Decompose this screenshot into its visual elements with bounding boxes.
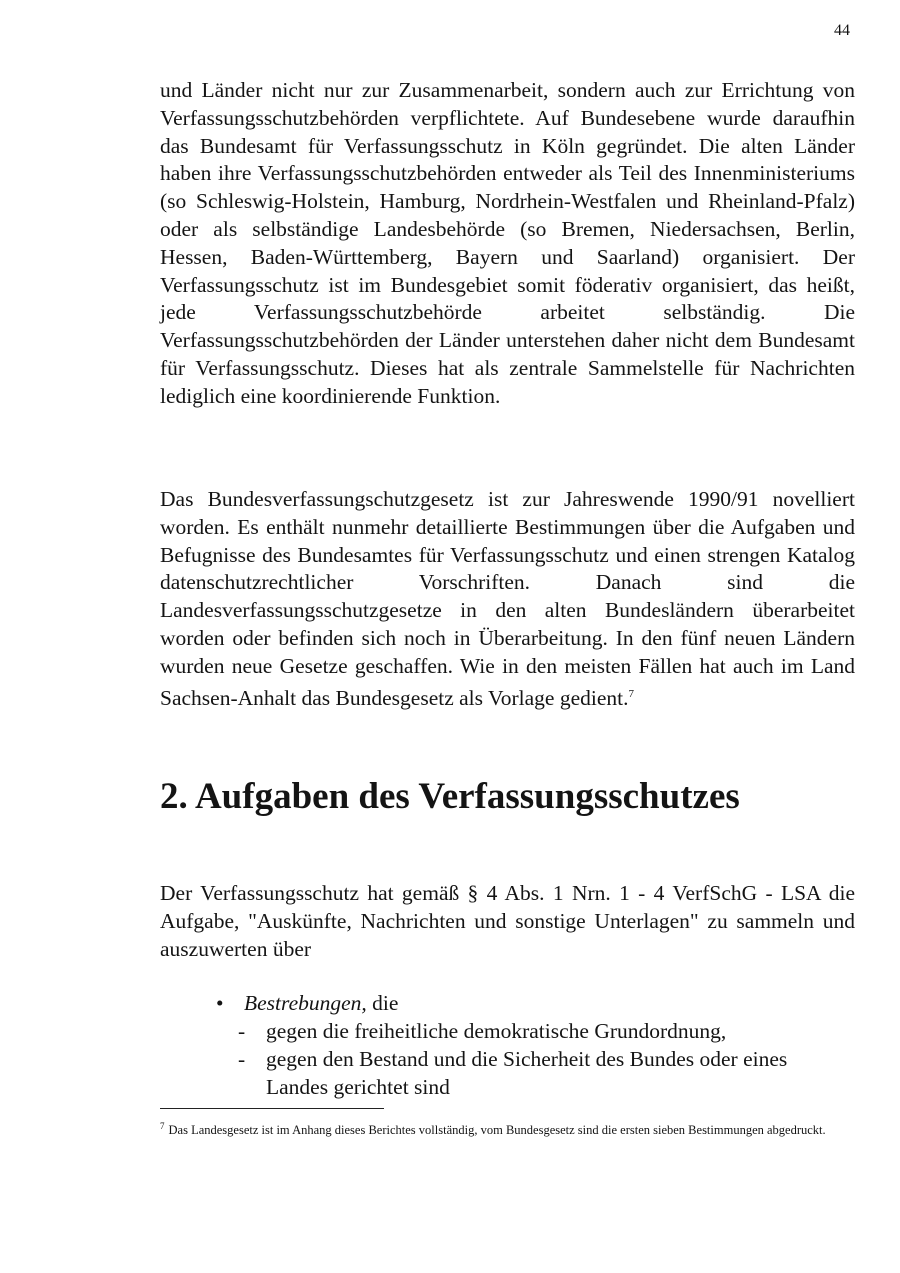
list-item-bestrebungen [216,989,836,1017]
footnote-text: Das Landesgesetz ist im Anhang dieses Berichtes vollständig, vom Bundesgesetz sind die ersten sieben Bestimmungen abgedruckt. [168,1123,826,1138]
paragraph-law-amendment [160,486,855,713]
footnote-divider [160,1108,384,1109]
paragraph-law-amendment-text: Das Bundesverfassungschutzgesetz ist zur Jahreswende 1990/91 novelliert worden. Es enthält nunmehr detaillierte Bestimmungen über die Aufgaben und Befugnisse des Bundesamtes für Verfassungsschutz und einen strengen Katalog datenschutzrechtlicher Vorschriften. Danach sind die Landesverfassungsschutzgesetze in den alten Bundesländern überarbeitet worden oder befinden sich noch in Überarbeitung. In den fünf neuen Ländern wurden neue Gesetze geschaffen. Wie in den meisten Fällen hat auch im Land Sachsen-Anhalt das Bundesgesetz als Vorlage gedient. [160,487,855,710]
list-term-rest: die [366,991,399,1015]
footnote-mark: 7 [160,1121,165,1131]
list-subitem [216,1045,836,1101]
paragraph-federal-structure: und Länder nicht nur zur Zusammenarbeit, sondern auch zur Errichtung von Verfassungsschutzbehörden verpflichtete. Auf Bundesebene wurde daraufhin das Bundesamt für Verfassungsschutz in Köln gegründet. Die alten Länder haben ihre Verfassungsschutzbehörden entweder als Teil des Innenministeriums (so Schleswig-Holstein, Hamburg, Nordrhein-Westfalen und Rheinland-Pfalz) oder als selbständige Landesbehörde (so Bremen, Niedersachsen, Berlin, Hessen, Baden-Württemberg, Bayern und Saarland) organisiert. Der Verfassungsschutz ist im Bundesgebiet somit föderativ organisiert, das heißt, jede Verfassungsschutzbehörde arbeitet selbständig. Die Verfassungsschutzbehörden der Länder unterstehen daher nicht dem Bundesamt für Verfassungsschutz. Dieses hat als zentrale Sammelstelle für Nachrichten lediglich eine koordinierende Funktion. [160,78,855,408]
dash-icon: - [238,1019,246,1043]
bullet-icon: • [216,991,224,1015]
task-list [216,989,836,1101]
footnote [160,1118,830,1139]
list-subitem-text: gegen die freiheitliche demokratische Grundordnung, [266,1019,727,1043]
paragraph-tasks-intro: Der Verfassungsschutz hat gemäß § 4 Abs. 1 Nrn. 1 - 4 VerfSchG - LSA die Aufgabe, "Auskünfte, Nachrichten und sonstige Unterlagen" zu sammeln und auszuwerten über [160,881,855,961]
footnote-reference: 7 [628,687,635,700]
list-subitem-text: gegen den Bestand und die Sicherheit des Bundes oder eines Landes gerichtet sind [266,1047,788,1099]
list-term: Bestrebungen, [244,991,367,1015]
dash-icon: - [238,1047,246,1071]
page-number: 44 [834,22,850,39]
list-subitem [216,1017,836,1045]
section-heading: 2. Aufgaben des Verfassungsschutzes [160,776,740,817]
